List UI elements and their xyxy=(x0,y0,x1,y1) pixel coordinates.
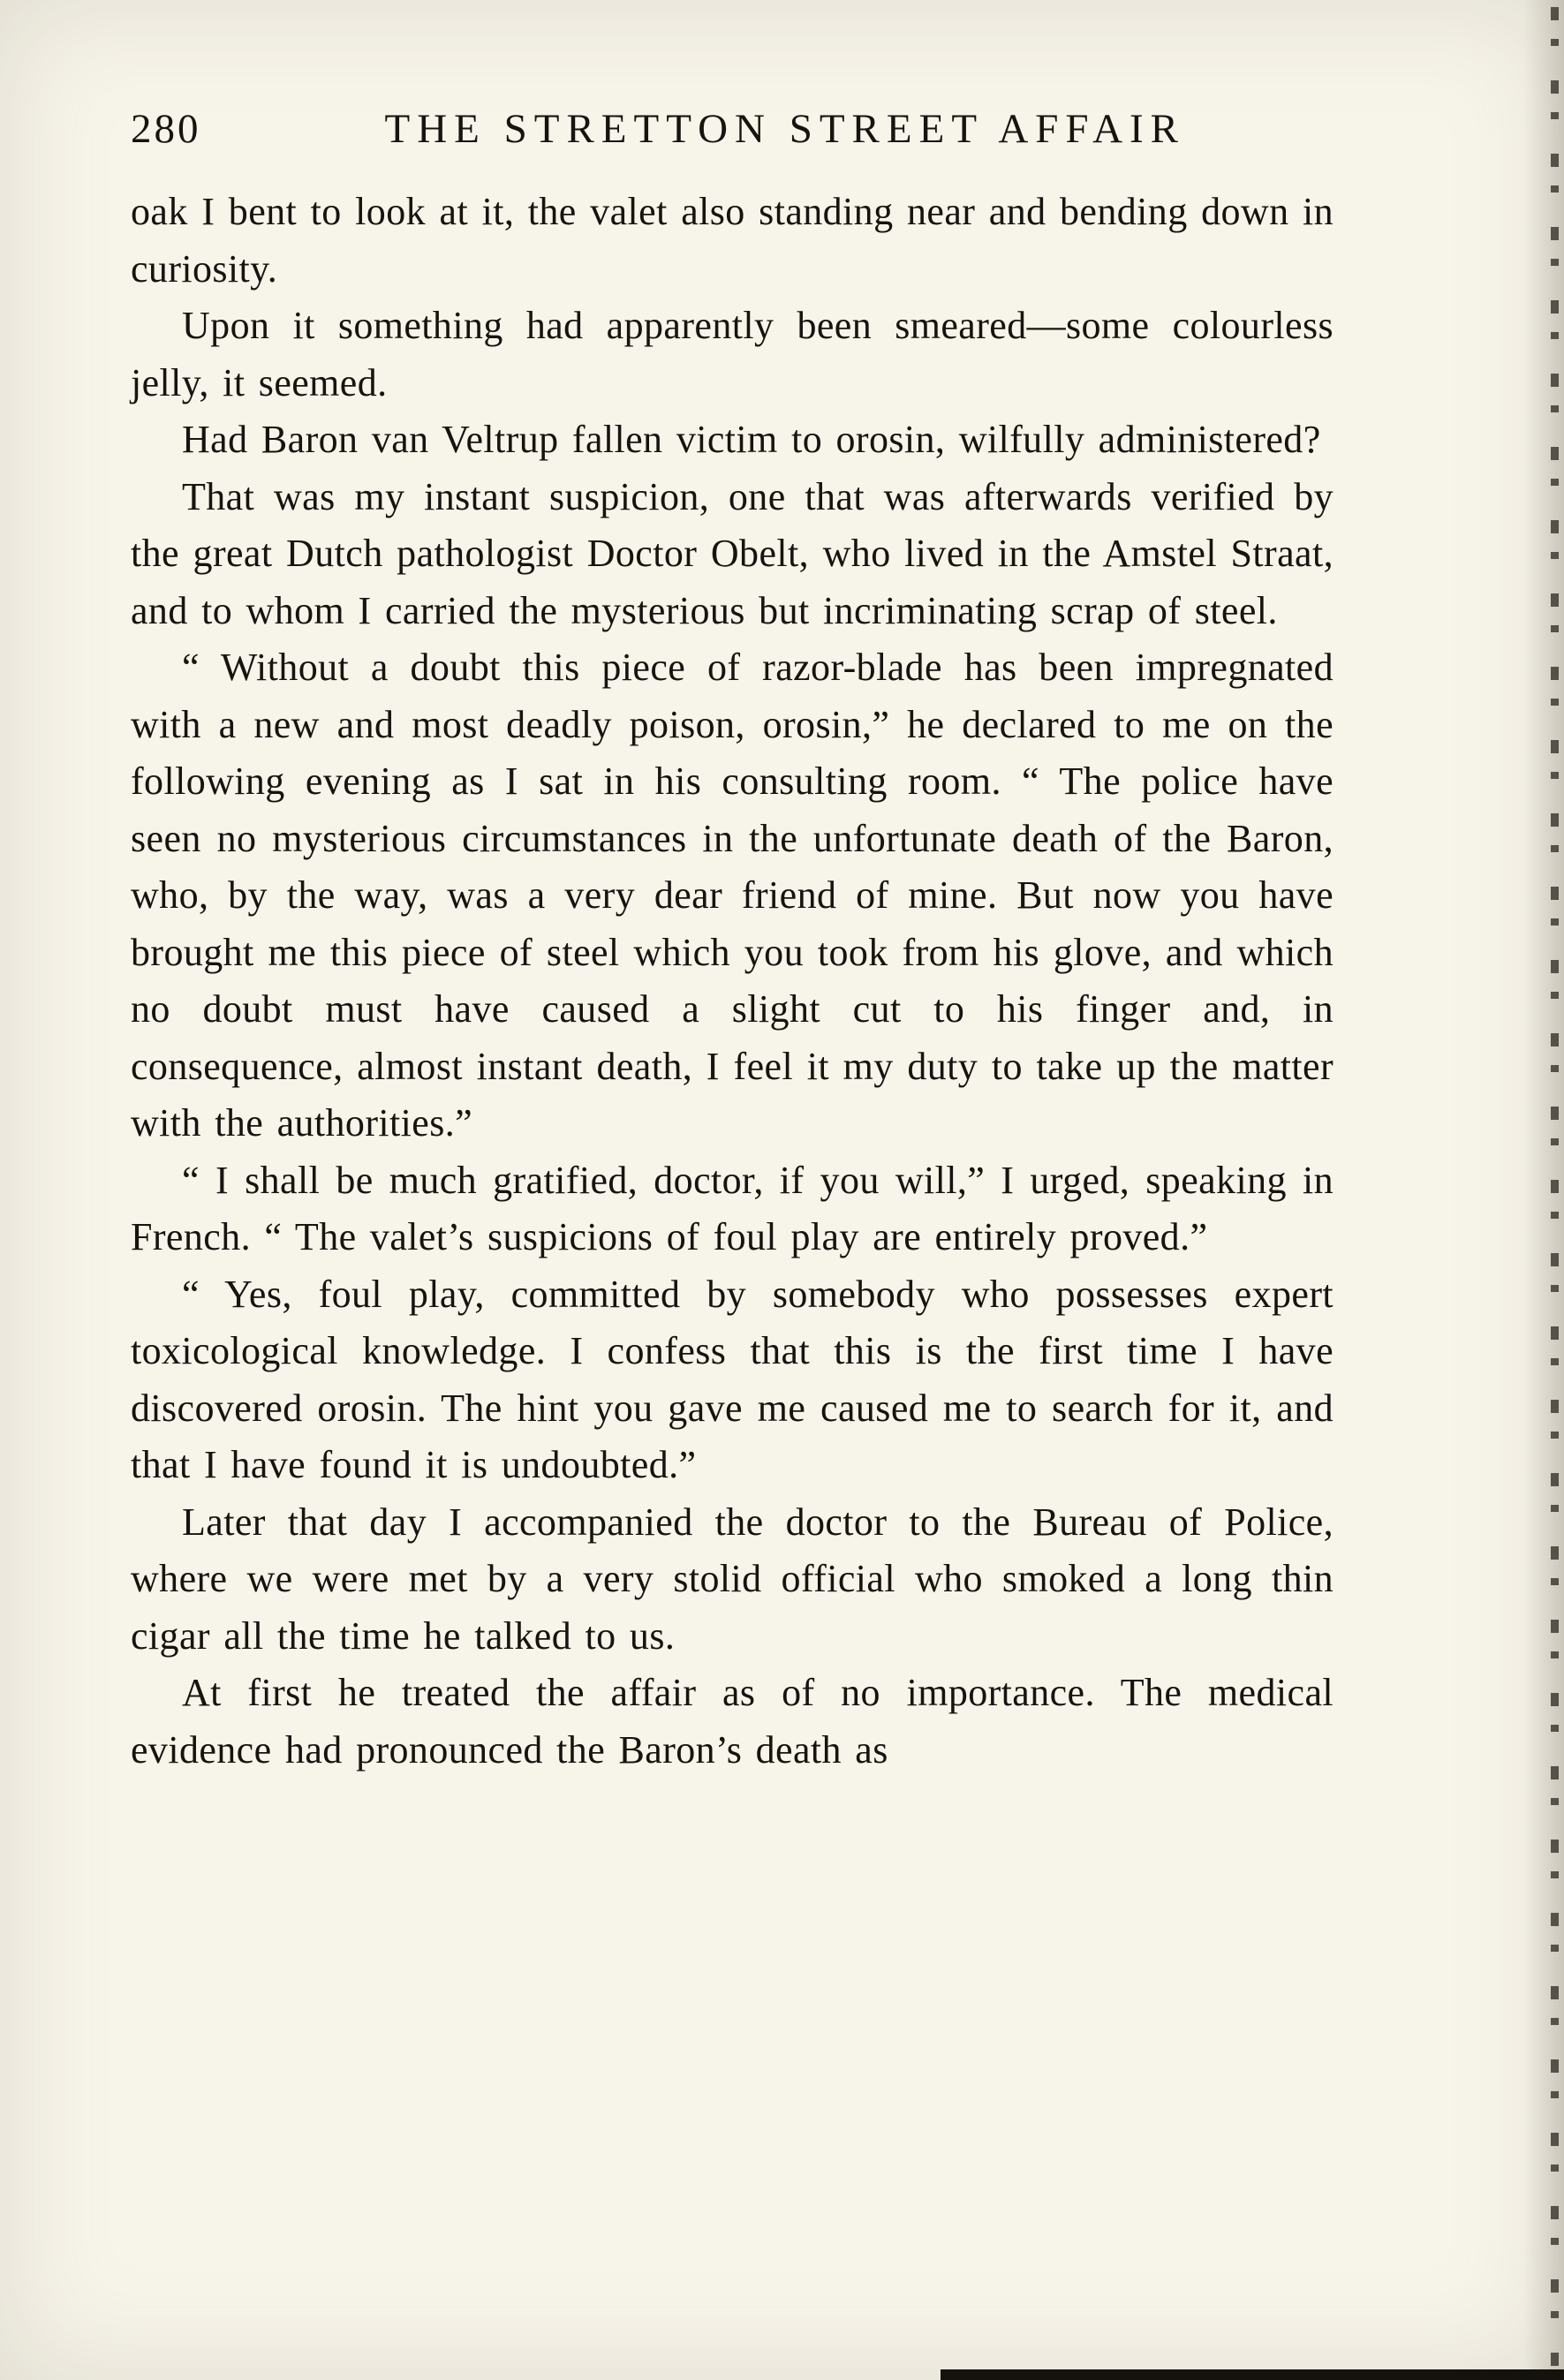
scan-bottom-artifact xyxy=(941,2369,1564,2380)
running-title: THE STRETTON STREET AFFAIR xyxy=(384,106,1186,152)
paragraph: Later that day I accompanied the doctor to the Bureau of Police, where we were met by a very stolid official who smoked a long thin cigar all the time he talked to us. xyxy=(131,1500,1334,1658)
page-header xyxy=(131,104,1334,154)
body-text xyxy=(131,184,1334,1779)
paragraph: oak I bent to look at it, the valet also standing near and bending down in curiosity. xyxy=(131,190,1334,291)
paragraph: Upon it something had apparently been smeared—some colourless jelly, it seemed. xyxy=(131,304,1334,404)
paragraph: “ I shall be much gratified, doctor, if you will,” I urged, speaking in French. “ The valet’s suspicions of foul play are entirely proved.” xyxy=(131,1158,1334,1258)
page-number: 280 xyxy=(131,106,201,152)
paragraph: “ Without a doubt this piece of razor-blade has been impregnated with a new and most deadly poison, orosin,” he declared to me on the following evening as I sat in his consulting room. “ The police have seen no mysterious circumstances in the unfortunate death of the Baron, who, by the way, was a very dear friend of mine. But now you have brought me this piece of steel which you took from his glove, and which no doubt must have caused a slight cut to his finger and, in consequence, almost instant death, I feel it my duty to take up the matter with the authorities.” xyxy=(131,646,1334,1145)
scan-edge-marks xyxy=(1551,7,1559,2380)
paragraph: “ Yes, foul play, committed by somebody who possesses expert toxicological knowledge. I confess that this is the first time I have discovered orosin. The hint you gave me caused me to search for it, and that I have found it is undoubted.” xyxy=(131,1272,1334,1486)
page-content xyxy=(131,104,1334,1779)
paragraph: Had Baron van Veltrup fallen victim to orosin, wilfully administered? xyxy=(182,418,1321,461)
paragraph: That was my instant suspicion, one that was afterwards verified by the great Dutch pathologist Doctor Obelt, who lived in the Amstel Straat, and to whom I carried the mysterious but incriminating scrap of steel. xyxy=(131,474,1334,632)
page-edge-shadow xyxy=(1523,0,1564,2380)
paragraph: At first he treated the affair as of no importance. The medical evidence had pronounced the Baron’s death as xyxy=(131,1671,1334,1772)
